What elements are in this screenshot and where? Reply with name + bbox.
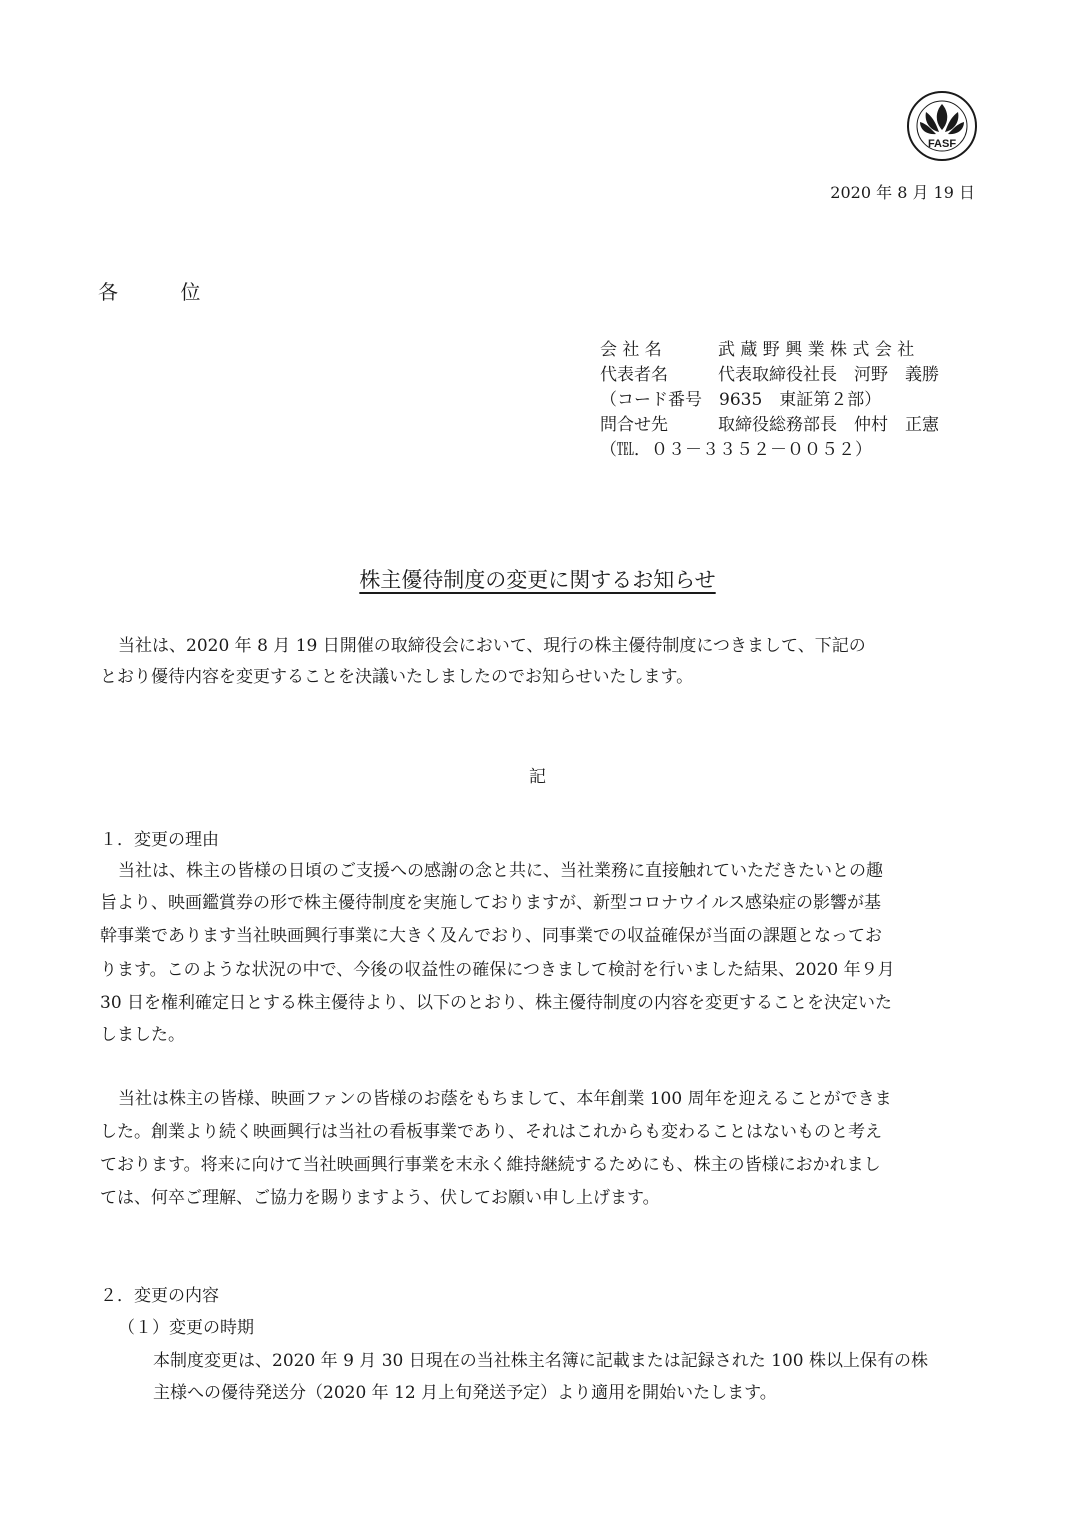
intro-line: とおり優待内容を変更することを決議いたしましたのでお知らせいたします。 [100,667,694,687]
title-text: 株主優待制度の変更に関するお知らせ [359,568,716,592]
section1-para1-line: 旨より、映画鑑賞券の形で株主優待制度を実施しておりますが、新型コロナウイルス感染症の影響が基 [100,893,881,913]
ki-marker: 記 [529,767,546,787]
section2-sub1-line: 本制度変更は、2020 年 9 月 30 日現在の当社株主名簿に記載または記録された 100 株以上保有の株 [153,1351,928,1371]
section1-para2-line: ては、何卒ご理解、ご協力を賜りますよう、伏してお願い申し上げます。 [100,1188,660,1208]
sender-representative [600,363,939,388]
sender-tel [600,438,872,463]
sender-value: （コード番号 9635 東証第２部） [600,390,882,410]
sender-value: （℡．０３－３３５２－００５２） [600,440,872,460]
section1-para1-line: 当社は、株主の皆様の日頃のご支援への感謝の念と共に、当社業務に直接触れていただきたいとの趣 [118,861,883,881]
section1-para2-line: した。創業より続く映画興行は当社の看板事業であり、それはこれからも変わることはないものと考え [100,1122,882,1142]
section1-heading: １．変更の理由 [100,830,219,850]
addressee: 各 位 [98,280,229,304]
fasf-logo [906,90,978,162]
section1-para1-line: 30 日を権利確定日とする株主優待より、以下のとおり、株主優待制度の内容を変更することを決定いた [100,993,893,1013]
sender-label: 問合せ先 [600,415,668,435]
logo-text: FASF [927,138,957,150]
document-date: 2020 年 8 月 19 日 [830,183,975,202]
section2-heading: ２．変更の内容 [100,1286,219,1306]
document-title [0,564,1075,594]
sender-value: 代表取締役社長 河野 義勝 [718,365,939,385]
section1-para1-line: 幹事業であります当社映画興行事業に大きく及んでおり、同事業での収益確保が当面の課題となってお [100,926,882,946]
sender-value: 武 蔵 野 興 業 株 式 会 社 [718,340,915,360]
sender-label: 会 社 名 [600,340,662,360]
sender-contact [600,413,939,438]
sender-code [600,388,881,413]
sender-label: 代表者名 [600,365,668,385]
section1-para1-line: ります。このような状況の中で、今後の収益性の確保につきまして検討を行いました結果、2020 年９月 [100,960,895,980]
section1-para1-line: しました。 [100,1025,185,1045]
section1-para2-line: ております。将来に向けて当社映画興行事業を末永く維持継続するためにも、株主の皆様におかれまし [100,1155,881,1175]
sender-value: 取締役総務部長 仲村 正憲 [718,415,939,435]
section1-para2-line: 当社は株主の皆様、映画ファンの皆様のお蔭をもちまして、本年創業 100 周年を迎えることができま [118,1089,892,1109]
sender-company [600,338,914,363]
section2-sub1-heading: （１）変更の時期 [118,1318,254,1338]
section2-sub1-line: 主様への優待発送分（2020 年 12 月上旬発送予定）より適用を開始いたします。 [153,1383,777,1403]
intro-line: 当社は、2020 年 8 月 19 日開催の取締役会において、現行の株主優待制度につきまして、下記の [118,636,866,656]
